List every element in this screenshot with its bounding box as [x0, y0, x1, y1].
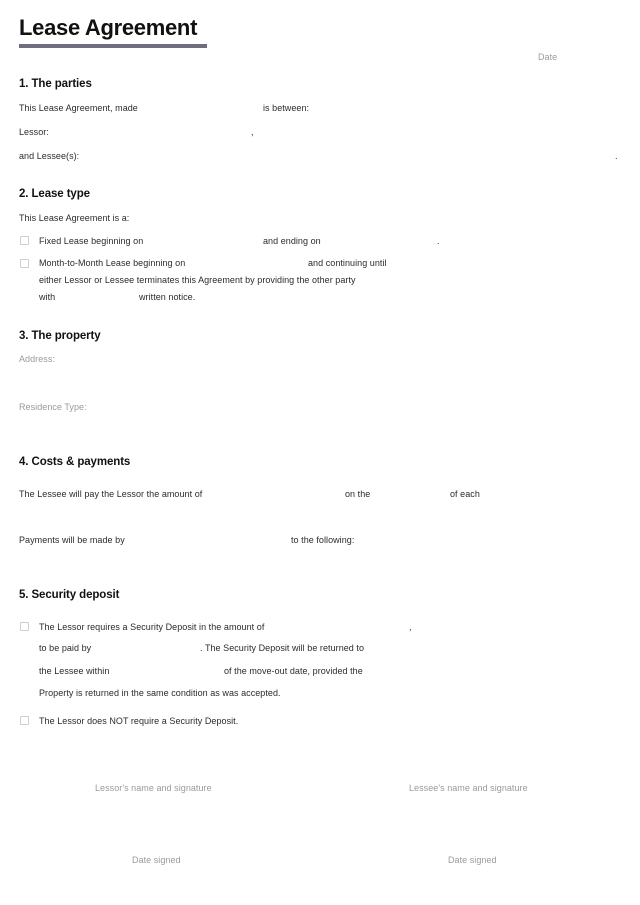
- month-to-month-text-c: either Lessor or Lessee terminates this Agreement by providing the other party: [39, 275, 356, 285]
- month-to-month-text-d: with: [39, 292, 56, 302]
- section-heading-costs-payments: 4. Costs & payments: [19, 456, 131, 468]
- fixed-lease-text-a: Fixed Lease beginning on: [39, 236, 144, 246]
- lessor-label: Lessor:: [19, 127, 49, 137]
- month-to-month-text-e: written notice.: [139, 292, 196, 302]
- fixed-lease-text-b: and ending on: [263, 236, 321, 246]
- lessee-label: and Lessee(s):: [19, 151, 80, 161]
- payment-method-text-a: Payments will be made by: [19, 535, 125, 545]
- section-heading-parties: 1. The parties: [19, 78, 92, 90]
- checkbox-requires-security-deposit[interactable]: [20, 622, 29, 631]
- parties-intro-prefix: This Lease Agreement, made: [19, 103, 138, 113]
- payment-amount-text-a: The Lessee will pay the Lessor the amount of: [19, 489, 203, 499]
- page-title: Lease Agreement: [19, 15, 198, 40]
- date-label: Date: [538, 52, 558, 62]
- lease-type-intro: This Lease Agreement is a:: [19, 213, 130, 223]
- security-deposit-text-a: The Lessor requires a Security Deposit in the amount of: [39, 622, 265, 632]
- no-security-deposit-text: The Lessor does NOT require a Security Deposit.: [39, 716, 239, 726]
- security-deposit-text-g: Property is returned in the same condition as was accepted.: [39, 688, 281, 698]
- payment-amount-text-b: on the: [345, 489, 371, 499]
- month-to-month-text-b: and continuing until: [308, 258, 387, 268]
- lessor-trailing-comma: ,: [251, 127, 254, 137]
- checkbox-month-to-month-lease[interactable]: [20, 259, 29, 268]
- month-to-month-text-a: Month-to-Month Lease beginning on: [39, 258, 186, 268]
- checkbox-no-security-deposit[interactable]: [20, 716, 29, 725]
- checkbox-fixed-lease[interactable]: [20, 236, 29, 245]
- security-deposit-text-f: of the move-out date, provided the: [224, 666, 363, 676]
- section-heading-property: 3. The property: [19, 330, 101, 342]
- parties-intro-suffix: is between:: [263, 103, 310, 113]
- security-deposit-text-c: to be paid by: [39, 643, 92, 653]
- section-heading-lease-type: 2. Lease type: [19, 188, 90, 200]
- payment-amount-text-c: of each: [450, 489, 480, 499]
- fixed-lease-trailing-period: .: [437, 236, 440, 246]
- lessor-date-signed-label: Date signed: [132, 855, 181, 865]
- security-deposit-comma: ,: [409, 622, 412, 632]
- security-deposit-text-d: . The Security Deposit will be returned to: [200, 643, 365, 653]
- title-underline-rule: [19, 44, 207, 48]
- address-label: Address:: [19, 354, 55, 364]
- lessee-trailing-period: .: [615, 151, 618, 161]
- payment-method-text-b: to the following:: [291, 535, 355, 545]
- section-heading-security-deposit: 5. Security deposit: [19, 589, 120, 601]
- lessee-signature-label: Lessee's name and signature: [409, 783, 528, 793]
- security-deposit-text-e: the Lessee within: [39, 666, 110, 676]
- lessor-signature-label: Lessor's name and signature: [95, 783, 212, 793]
- residence-type-label: Residence Type:: [19, 402, 87, 412]
- lessee-date-signed-label: Date signed: [448, 855, 497, 865]
